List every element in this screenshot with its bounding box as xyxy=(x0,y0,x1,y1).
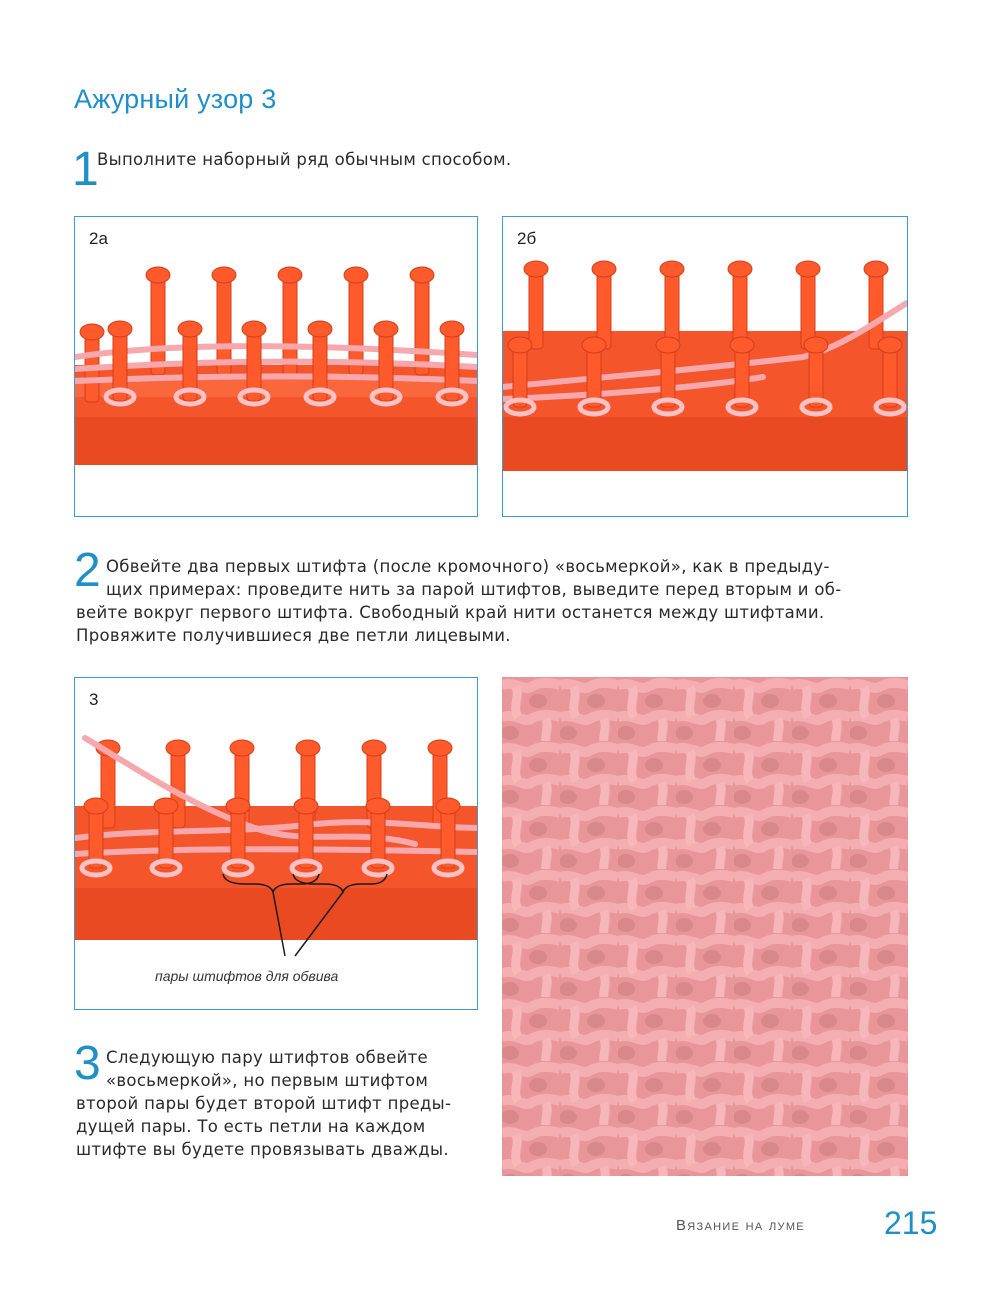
step-3-number: 3 xyxy=(74,1037,101,1090)
figure-2a xyxy=(74,216,478,517)
figure-3 xyxy=(74,677,478,1010)
step-3-text xyxy=(76,1046,486,1161)
footer-section-label: Вязание на луме xyxy=(676,1217,805,1234)
step-3-line-2: «восьмеркой», но первым штифтом xyxy=(106,1071,429,1090)
step-2-number: 2 xyxy=(74,544,101,597)
figure-3-label: 3 xyxy=(89,690,99,709)
step-2-text xyxy=(76,555,896,647)
page-number: 215 xyxy=(884,1205,938,1241)
figure-2b xyxy=(502,216,908,517)
page-title: Ажурный узор 3 xyxy=(74,84,277,114)
step-3-line-3: второй пары будет второй штифт преды- xyxy=(76,1094,452,1113)
figure-3-caption: пары штифтов для обвива xyxy=(155,968,339,984)
step-3-line-1: Следующую пару штифтов обвейте xyxy=(106,1048,428,1067)
step-3-line-4: дущей пары. То есть петли на каждом xyxy=(76,1117,426,1136)
step-3-line-5: штифте вы будете провязывать дважды. xyxy=(76,1140,449,1159)
figure-2b-label: 2б xyxy=(517,229,537,248)
loom-illustration-3 xyxy=(75,678,477,1009)
step-2-line-1: Обвейте два первых штифта (после кромочного) «восьмеркой», как в предыду- xyxy=(106,557,830,576)
step-2-line-2: щих примерах: проведите нить за парой штифтов, выведите перед вторым и об- xyxy=(106,580,842,599)
knit-fabric-photo xyxy=(502,677,908,1176)
step-1-number: 1 xyxy=(72,143,99,196)
lace-knit-texture xyxy=(502,677,908,1176)
loom-illustration-2a xyxy=(75,217,477,516)
step-1-text: Выполните наборный ряд обычным способом. xyxy=(97,150,512,169)
loom-illustration-2b xyxy=(503,217,907,516)
step-2-line-3: вейте вокруг первого штифта. Свободный край нити останется между штифтами. xyxy=(76,603,825,622)
step-2-line-4: Провяжите получившиеся две петли лицевыми. xyxy=(76,626,511,645)
figure-2a-label: 2а xyxy=(89,229,108,248)
